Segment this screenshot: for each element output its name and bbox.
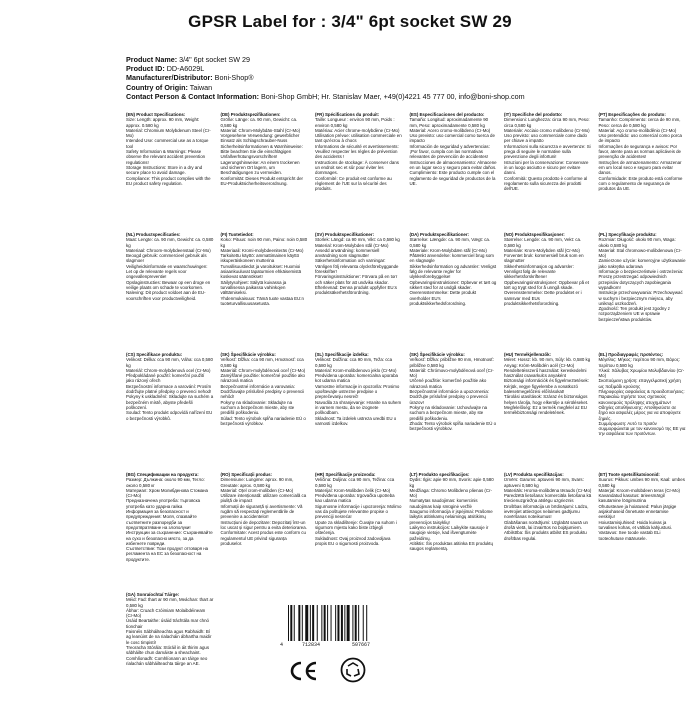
spec-text: Suurus: Pikkus: umbes 90 mm, Kaal: umbes 0,580 kg Materjal: Kroom-molübdeen teras (Cr-Mo) Kavandatud kasutus: ärieesmärgil kasutamine löögimutrina Ohutusteave ja hoiatused: Palun järgige asjakohaseid õnnetuste ennetamise eeskirju! Hoiustamisjuhised: Hoida kuivas ja turvalises kohas, et vältida kahjustusi. Vastavus: See toode vastab ELi tooteohutuse määrusele.: [598, 477, 685, 541]
spec-text: Velikost: Dolžina: cca 90 mm, Teža: cca 0,580 kg Material: Krom-molibdenovo jeklo (Cr-Mo) Predvidena uporaba: komercialna uporaba kot udarna matica Varnostne informacije in opozorila: Prosimo upoštevajte ustrezne predpise o preprečevanju nesreč! Navodila za shranjevanje: Hranite na suhem in varnem mestu, da se izognete poškodbam. Skladnost: Ta izdelek ustreza uredbi EU o varnosti izdelkov.: [315, 357, 402, 426]
spec-block: [504, 232, 592, 344]
spec-text: Méret: Hossz: kb. 90 mm, Súly: kb. 0,580 kg Anyag: Króm-Molibdén acél (Cr-Mo) Rendeltetésszerű használat: kereskedelmi használat csavarkulcs anyaként Biztonsági információk és figyelmeztetések: Kérjük, vegye figyelembe a vonatkozó balesetmegelőzési előírásokat! Tárolási utasítások: Száraz és biztonságos helyen tárolja, hogy elkerülje a sérüléseket. Megfelelőség: Ez a termék megfelel az EU termékbiztonsági rendeletének.: [504, 357, 591, 416]
barcode-bar: [355, 605, 357, 641]
spec-heading: (LT) Produkto specifikacijos:: [409, 472, 470, 477]
barcode-bar: [344, 605, 345, 641]
spec-heading: (DA) Produktspecifikationer:: [409, 232, 470, 237]
spec-block: [126, 472, 214, 584]
spec-heading: (SL) Specifikacije izdelka:: [315, 352, 369, 357]
spec-text: Maat: Lengte: ca. 90 mm, Gewicht: ca. 0,580 kg Materiaal: Chroom-molybdeenstaal (Cr-Mo) Beoogd gebruik: commercieel gebruik als slagmoer Veiligheidsinformatie en waarschuwingen: Let op de relevante regels voor ongevallenpreventie! Opslaginstructies: Bewaar op een droge en veilige plaats om schade te voorkomen. Naleving: Dit product voldoet aan de EU-voorschriften voor productveiligheid.: [126, 237, 214, 301]
barcode-bar: [310, 605, 311, 641]
spec-text: Méid: Fad: thart ar 90 mm, Meáchan: thart ar 0,580 kg Ábhar: Cruach Cróimiam Molaibdéineam (Cr-Mo) Úsáid Beartaithe: úsáid tráchtála mar chnó tionchair Faisnéis Sábháilteachta agus Rabhaidh: Bí ag leanúint de na rialacháin ábhartha maidir le cosc timpistí! Treoracha Stórála: Stóráil in áit thirim agus sábháilte chun damáiste a sheachaint. Comhlíonadh: Comhlíonann an táirge seo rialachán sábháilteachta táirge an AE.: [126, 597, 214, 666]
spec-heading: (DE) Produktspezifikationen:: [220, 112, 281, 117]
barcode-bar: [352, 605, 353, 641]
barcode-bar: [294, 605, 295, 641]
spec-block: [221, 232, 309, 344]
barcode-bar: [335, 605, 336, 641]
spec-text: Velikost: Délka: cca 90 mm, Váha: cca 0,580 kg Materiál: Chrom-molybdenová ocel (Cr-Mo) Předpokládané použití: komerční použití jako rázový ořech Bezpečnostní informace a varování: Prosím dodržujte platné předpisy o prevenci nehod! Pokyny k uskladnění: Skladujte na suchém a bezpečném místě, abyste předešli poškození. Soulad: Tento produkt odpovídá nařízení EU o bezpečnosti výrobků.: [126, 357, 214, 421]
info-key: Product ID:: [126, 64, 165, 74]
spec-block: [315, 352, 403, 464]
info-row: [126, 64, 686, 73]
spec-block: [126, 232, 214, 344]
spec-text: Veličina: Duljina: cca 90 mm, Težina: cca 0,580 kg Materijal: Krom-Molibden čelik (Cr-Mo) Predviđena uporaba: trgovačka upotreba kao udarna matica Sigurnosne informacije i upozorenja: Molimo vas da poštujete relevantne propise o prevenciji nesreća! Upute za skladištenje: Čuvajte na suhom i sigurnom mjestu kako biste izbjegli oštećenja. Sukladnost: Ovaj proizvod zadovoljava propis EU o sigurnosti proizvoda.: [315, 477, 402, 546]
barcode-bar: [288, 605, 289, 641]
info-key: Manufacturer/Distributor:: [126, 73, 213, 83]
info-row: [126, 55, 686, 64]
spec-block: [504, 472, 592, 584]
barcode: [280, 605, 400, 650]
spec-text: Dimensiune: Lungime: aprox. 90 mm, Greutate: aprox. 0,580 kg Material: Oțel crom-molibden (Cr-Mo) Utilizare intenționată: utilizare comercială ca piuliță de impact Informații de siguranță și avertismente: Vă rugăm să respectați reglementările de prevenire a accidentelor! Instrucțiuni de depozitare: Depozitați într-un loc uscat și sigur pentru a evita deteriorarea. Conformitate: Acest produs este conform cu regulamentul UE privind siguranța produselor.: [220, 477, 307, 546]
info-row: [126, 83, 686, 92]
spec-heading: (GA) Sonraíochtaí Táirge:: [126, 592, 180, 597]
spec-heading: (BG) Спецификации на продукта:: [126, 472, 199, 477]
barcode-bars: [288, 605, 398, 641]
barcode-bar: [358, 605, 359, 641]
spec-heading: (EN) Product Specifications:: [126, 112, 186, 117]
spec-heading: (HU) Termékjellemzők:: [504, 352, 552, 357]
spec-block: [126, 112, 214, 224]
barcode-bar: [366, 605, 367, 641]
spec-text: Storlek: Längd: ca 90 mm, Vikt: ca 0,580 kg Material: Krom-Molybden stål (Cr-Mo) Avsedd användning: kommersiell användning som slagmutter Säkerhetsinformation och varningar: Vänligen följ relevanta olycksförebyggande föreskrifter! Förvaringsinstruktioner: Förvara på en torr och säker plats för att undvika skador. Efterlevnad: Denna produkt uppfyller EU:s produktsäkerhetsförordning.: [315, 237, 400, 296]
barcode-bar: [321, 605, 322, 641]
spec-heading: (EL) Προδιαγραφές προϊόντος:: [598, 352, 664, 357]
spec-block: [126, 352, 214, 464]
spec-text: Μέγεθος: Μήκος: περίπου 90 mm, Βάρος: περίπου 0,580 kg Υλικό: Χάλυβας Χρωμίου Μολυβδαινίου (Cr-Mo) Σκοπούμενη χρήση: επαγγελματική χρήση ως παξιμάδι κρούσης Πληροφορίες ασφαλείας & προειδοποιήσεις: Παρακαλώ τηρήστε τους σχετικούς κανονισμούς πρόληψης ατυχημάτων! Οδηγίες αποθήκευσης: Αποθηκεύστε σε ξηρό και ασφαλές μέρος για να αποφύγετε ζημιές. Συμμόρφωση: Αυτό το προϊόν συμμορφώνεται με τον κανονισμό της ΕΕ για την ασφάλεια των προϊόντων.: [598, 357, 686, 437]
spec-heading: (PL) Specyfikacje produktu:: [598, 232, 657, 237]
barcode-bar: [324, 605, 326, 641]
barcode-bar: [363, 605, 364, 641]
barcode-bar: [337, 605, 339, 641]
spec-block: [504, 352, 592, 464]
spec-text: Rozmiar: Długość: około 90 mm, Waga: około 0,580 kg Materiał: Stal chromowo-molibdenowa (Cr-Mo) Zamierzone użycie: komercyjne użytkowanie jako nakrętka udarowa Informacje o bezpieczeństwie i ostrzeżenia: Proszę przestrzegać odpowiednich przepisów dotyczących zapobiegania wypadkom! Instrukcje przechowywania: Przechowywać w suchym i bezpiecznym miejscu, aby uniknąć uszkodzeń. Zgodność: Ten produkt jest zgodny z rozporządzeniem UE w sprawie bezpieczeństwa produktów.: [598, 237, 686, 322]
spec-block: [599, 472, 687, 584]
spec-block: [410, 112, 498, 224]
spec-text: Veľkosť: Dĺžka: cca 90 mm, Hmotnosť: cca 0,580 kg Materiál: Chrom-molybdénová oceľ (Cr-Mo) Zamýšľané použitie: komerčné použitie ako nárazová matica Bezpečnostné informácie a varovania: Dodržiavajte príslušné predpisy o prevencii nehôd! Pokyny na skladovanie: Skladujte na suchom a bezpečnom mieste, aby ste predišli poškodeniu. Súlad: Tento výrobok spĺňa nariadenie EÚ o bezpečnosti výrobkov.: [220, 357, 306, 426]
barcode-bar: [347, 605, 350, 641]
barcode-bar: [312, 605, 314, 641]
spec-block: [599, 232, 687, 344]
spec-heading: (FI) Tuotetiedot:: [220, 232, 254, 237]
spec-heading: (SK) Špecifikácie výrobku:: [220, 352, 276, 357]
spec-text: Tamanho: Comprimento: cerca de 90 mm, Peso: cerca de 0,580 kg Material: Aço cromo-molibdênio (Cr-Mo) Uso pretendido: uso comercial como porca de impacto Informações de segurança e avisos: Por favor, atente para as normas aplicáveis de prevenção de acidentes! Instruções de armazenamento: Armazenar em um local seco e seguro para evitar danos. Conformidade: Este produto está conforme com o regulamento de segurança de produtos da UE.: [598, 117, 683, 192]
spec-block: [504, 112, 592, 224]
spec-text: Izmērs: Garums: aptuveni 90 mm, Svars: aptuveni 0,580 kg Materiāls: Hroma-molibdēna tērauds (Cr-Mo) Paredzētā lietošana: komerciāla lietošana kā triecienuzgriežņa atslēgu uzgrieznis Drošības informācija un brīdinājumi: Lūdzu, ievērojiet attiecīgos nelaimes gadījumu novēršanas noteikumus! Glabāšanas norādījumi: Uzglabāt sausā un drošā vietā, lai izvairītos no bojājumiem. Atbilstība: Šis produkts atbilst ES produktu drošības regulai.: [504, 477, 592, 541]
spec-block: [315, 232, 403, 344]
barcode-right-digits: 507667: [352, 642, 371, 648]
barcode-bar: [327, 605, 328, 641]
spec-block: [410, 352, 498, 464]
spec-text: Dydis: Ilgis: apie 90 mm, Svoris: apie 0,580 kg Medžiaga: Chromo Molibdeno plienas (Cr-Mo) Numatytas naudojimas: komercinis naudojimas kaip smūginė veržlė Saugumo informacija ir įspėjimai: Prašome laikytis atitinkamų nelaimingų atsitikimų prevencijos taisyklių! Laikymo instrukcijos: Laikykite sausoje ir saugioje vietoje, kad išvengtumėte pažeidimų. Atitiktis: Šis produktas atitinka ES produktų saugos reglamentą.: [409, 477, 494, 552]
spec-heading: (IT) Specifiche del prodotto:: [504, 112, 563, 117]
spec-heading: (ES) Especificaciones del producto:: [409, 112, 485, 117]
spec-heading: (SK) Špecifikácie výrobku:: [409, 352, 465, 357]
spec-block: [221, 352, 309, 464]
info-row: [126, 92, 686, 101]
barcode-bar: [290, 605, 292, 641]
spec-text: Størrelse: Længde: ca. 90 mm, Vægt: ca. 0,580 kg Materiale: Krom-Molybdæn stål (Cr-Mo) Påtænkt anvendelse: kommerciel brug som en slagnøgle Sikkerhedsinformation og advarsler: Venligst følg de relevante regler for ulykkesforebyggelse! Opbevaringsinstruktioner: Opbevar et tørt og sikkert sted for at undgå skader. Overensstemmelse: Dette produkt overholder EU's produktsikkerhedsforordning.: [409, 237, 497, 306]
spec-block: [221, 112, 309, 224]
spec-text: Taille: Longueur : environ 90 mm, Poids : environ 0,580 kg Matériau: Acier chrome-molybdène (Cr-Mo) Utilisation prévue: utilisation commerciale en tant qu'écrou à chocs Informations de sécurité et avertissements: Veuillez respecter les règles de prévention des accidents ! Instructions de stockage: À conserver dans un endroit sec et sûr pour éviter les dommages. Conformité: Ce produit est conforme au règlement de l'UE sur la sécurité des produits.: [315, 117, 402, 192]
spec-block: [221, 472, 309, 584]
spec-heading: (RO) Specificații produs:: [220, 472, 272, 477]
barcode-bar: [341, 605, 343, 641]
spec-block: [126, 592, 214, 704]
info-row: [126, 73, 686, 82]
spec-text: Tamaño: Longitud: aproximadamente 90 mm, Peso: aproximadamente 0,580 kg Material: Acero cromo-molibdeno (Cr-Mo) Uso previsto: uso comercial como tuerca de impacto Información de seguridad y advertencias: ¡Por favor, cumpla con las normativas relevantes de prevención de accidentes! Instrucciones de almacenamiento: Almacene en un lugar seco y seguro para evitar daños. Cumplimiento: Este producto cumple con el reglamento de seguridad de productos de la UE.: [409, 117, 497, 186]
info-value: Taiwan: [189, 82, 213, 92]
barcode-left-digits: 712834: [302, 642, 321, 648]
spec-text: Koko: Pituus: noin 90 mm, Paino: noin 0,580 kg Materiaali: Kromi-molybdeeniteräs (Cr-Mo) Tarkoitettu käyttö: ammattimainen käyttö iskuperäiskoneen mutterina Turvallisuustiedot ja varoitukset: Huomioi asiaankuuluvat tapaturmien ehkäisemistä koskevat säännökset! Säilytysohjeet: Säilytä kuivassa ja turvallisessa paikassa vahinkojen välttämiseksi. Yhdenmukaisuus: Tämä tuote vastaa EU:n tuoteturvallisuusasetusta.: [220, 237, 308, 306]
barcode-lead-digit: 4: [280, 642, 284, 648]
spec-heading: (FR) Spécifications du produit:: [315, 112, 380, 117]
spec-block: [315, 472, 403, 584]
spec-heading: (PT) Especificações do produto:: [598, 112, 666, 117]
spec-heading: (CS) Specifikace produktu:: [126, 352, 183, 357]
spec-block: [410, 472, 498, 584]
spec-text: Размер: Дължина: около 90 мм, Тегло: около 0,580 кг Материал: Хром Молибденова Стомана (Cr-Mo) Предназначена употреба: търговска употреба като ударна гайка Информация за безопасност и предупреждения: Моля, спазвайте съответните разпоредби за предотвратяване на злополуки! Инструкции за съхранение: Съхранявайте на сухо и безопасно място, за да избегнете повреди. Съответствие: Този продукт отговаря на регламента на ЕС за безопасност на продуктите.: [126, 477, 213, 562]
barcode-bar: [305, 605, 308, 641]
spec-heading: (SV) Produktspecifikationer:: [315, 232, 375, 237]
spec-text: Size: Length: approx. 90 mm, Weight: approx. 0.580 kg Material: Chromium Molybdenum Steel (Cr-Mo) Intended Use: commercial use as a torque tool Safety Information & Warnings: Please observe the relevant accident prevention regulations! Storage Instructions: Store in a dry and secure place to avoid damage. Compliance: This product complies with the EU product safety regulation.: [126, 117, 211, 186]
recycle-icon: [340, 657, 366, 683]
info-key: Country of Origin:: [126, 82, 188, 92]
spec-heading: (LV) Produkta specifikācijas:: [504, 472, 564, 477]
info-value: Boni-Shop®: [214, 73, 254, 83]
spec-heading: (NO) Produktspesifikasjoner:: [504, 232, 565, 237]
product-info: [126, 55, 686, 101]
spec-heading: (HR) Specifikacije proizvoda:: [315, 472, 376, 477]
barcode-bar: [298, 605, 300, 641]
spec-block: [410, 232, 498, 344]
info-key: Contact Person & Contact Information:: [126, 91, 259, 101]
spec-block: [599, 352, 687, 464]
info-key: Product Name:: [126, 55, 178, 64]
spec-text: Dimensioni: Lunghezza: circa 90 mm, Peso: circa 0,580 kg Materiale: Acciaio cromo molibdeno (Cr-Mo) Uso previsto: uso commerciale come dado per chiave a impatto Informazioni sulla sicurezza e avvertenze: Si prega di seguire le normative sulla prevenzione degli infortuni! Istruzioni per la conservazione: Conservare in un luogo asciutto e sicuro per evitare danni. Conformità: Questo prodotto è conforme al regolamento sulla sicurezza dei prodotti dell'UE.: [504, 117, 591, 192]
info-value: Boni-Shop GmbH; Hr. Stanislav Maer, +49(0)4221 45 777 00, info@boni-shop.com: [260, 91, 525, 101]
info-value: DD-A6029L: [166, 64, 205, 74]
barcode-bar: [331, 605, 332, 641]
info-value: 3/4" 6pt socket SW 29: [179, 55, 250, 64]
spec-heading: (ET) Toote spetsifikatsioonid:: [598, 472, 660, 477]
spec-text: Størrelse: Lengde: ca. 90 mm, Vekt: ca. 0,580 kg Materiale: Krom-Molybden stål (Cr-Mo) Forventet bruk: kommersiell bruk som en slagmutter Sikkerhetsinformasjon og advarsler: Vennligst følg de relevante sikkerhetsforskriftene! Oppbevaringsinstruksjoner: Oppbevar på et tørt og trygt sted for å unngå skade. Overensstemmelse: Dette produktet er i samsvar med EUs produktsikkerhetsforordning.: [504, 237, 589, 306]
barcode-bar: [317, 605, 318, 641]
spec-text: Veľkosť: Dĺžka: približne 90 mm, Hmotnosť: približne 0,580 kg Materiál: Chrómovo-molybdénová oceľ (Cr-Mo) Určené použitie: komerčné použitie ako nárazová matica Bezpečnostné informácie a upozornenia: Dodržujte príslušné predpisy o prevencii úrazov! Pokyny na skladovanie: Uchovávajte na suchom a bezpečnom mieste, aby ste predišli poškodeniu. Zhoda: Tento výrobok spĺňa nariadenie EÚ o bezpečnosti výrobkov.: [409, 357, 497, 432]
spec-heading: (NL) Productspecificaties:: [126, 232, 181, 237]
barcode-bar: [302, 605, 303, 641]
language-specifications-grid: [126, 112, 686, 704]
spec-text: Größe: Länge: ca. 90 mm, Gewicht: ca. 0,580 kg Material: Chrom-Molybdän-Stahl (Cr-Mo) Vorgesehene Verwendung: gewerblicher Einsatz als Schlagschrauber-Nuss Sicherheitsinformationen & Warnhinweise: Bitte beachten Sie die einschlägigen Unfallverhütungsvorschriften! Lagerungshinweise: An einem trockenen und sicheren Ort lagern, um Beschädigungen zu vermeiden. Konformität: Dieses Produkt entspricht der EU-Produktsicherheitsverordnung.: [220, 117, 303, 186]
spec-block: [599, 112, 687, 224]
page-title: GPSR Label for : 3/4" 6pt socket SW 29: [188, 12, 512, 31]
spec-block: [315, 112, 403, 224]
ce-mark-icon: [289, 660, 319, 682]
